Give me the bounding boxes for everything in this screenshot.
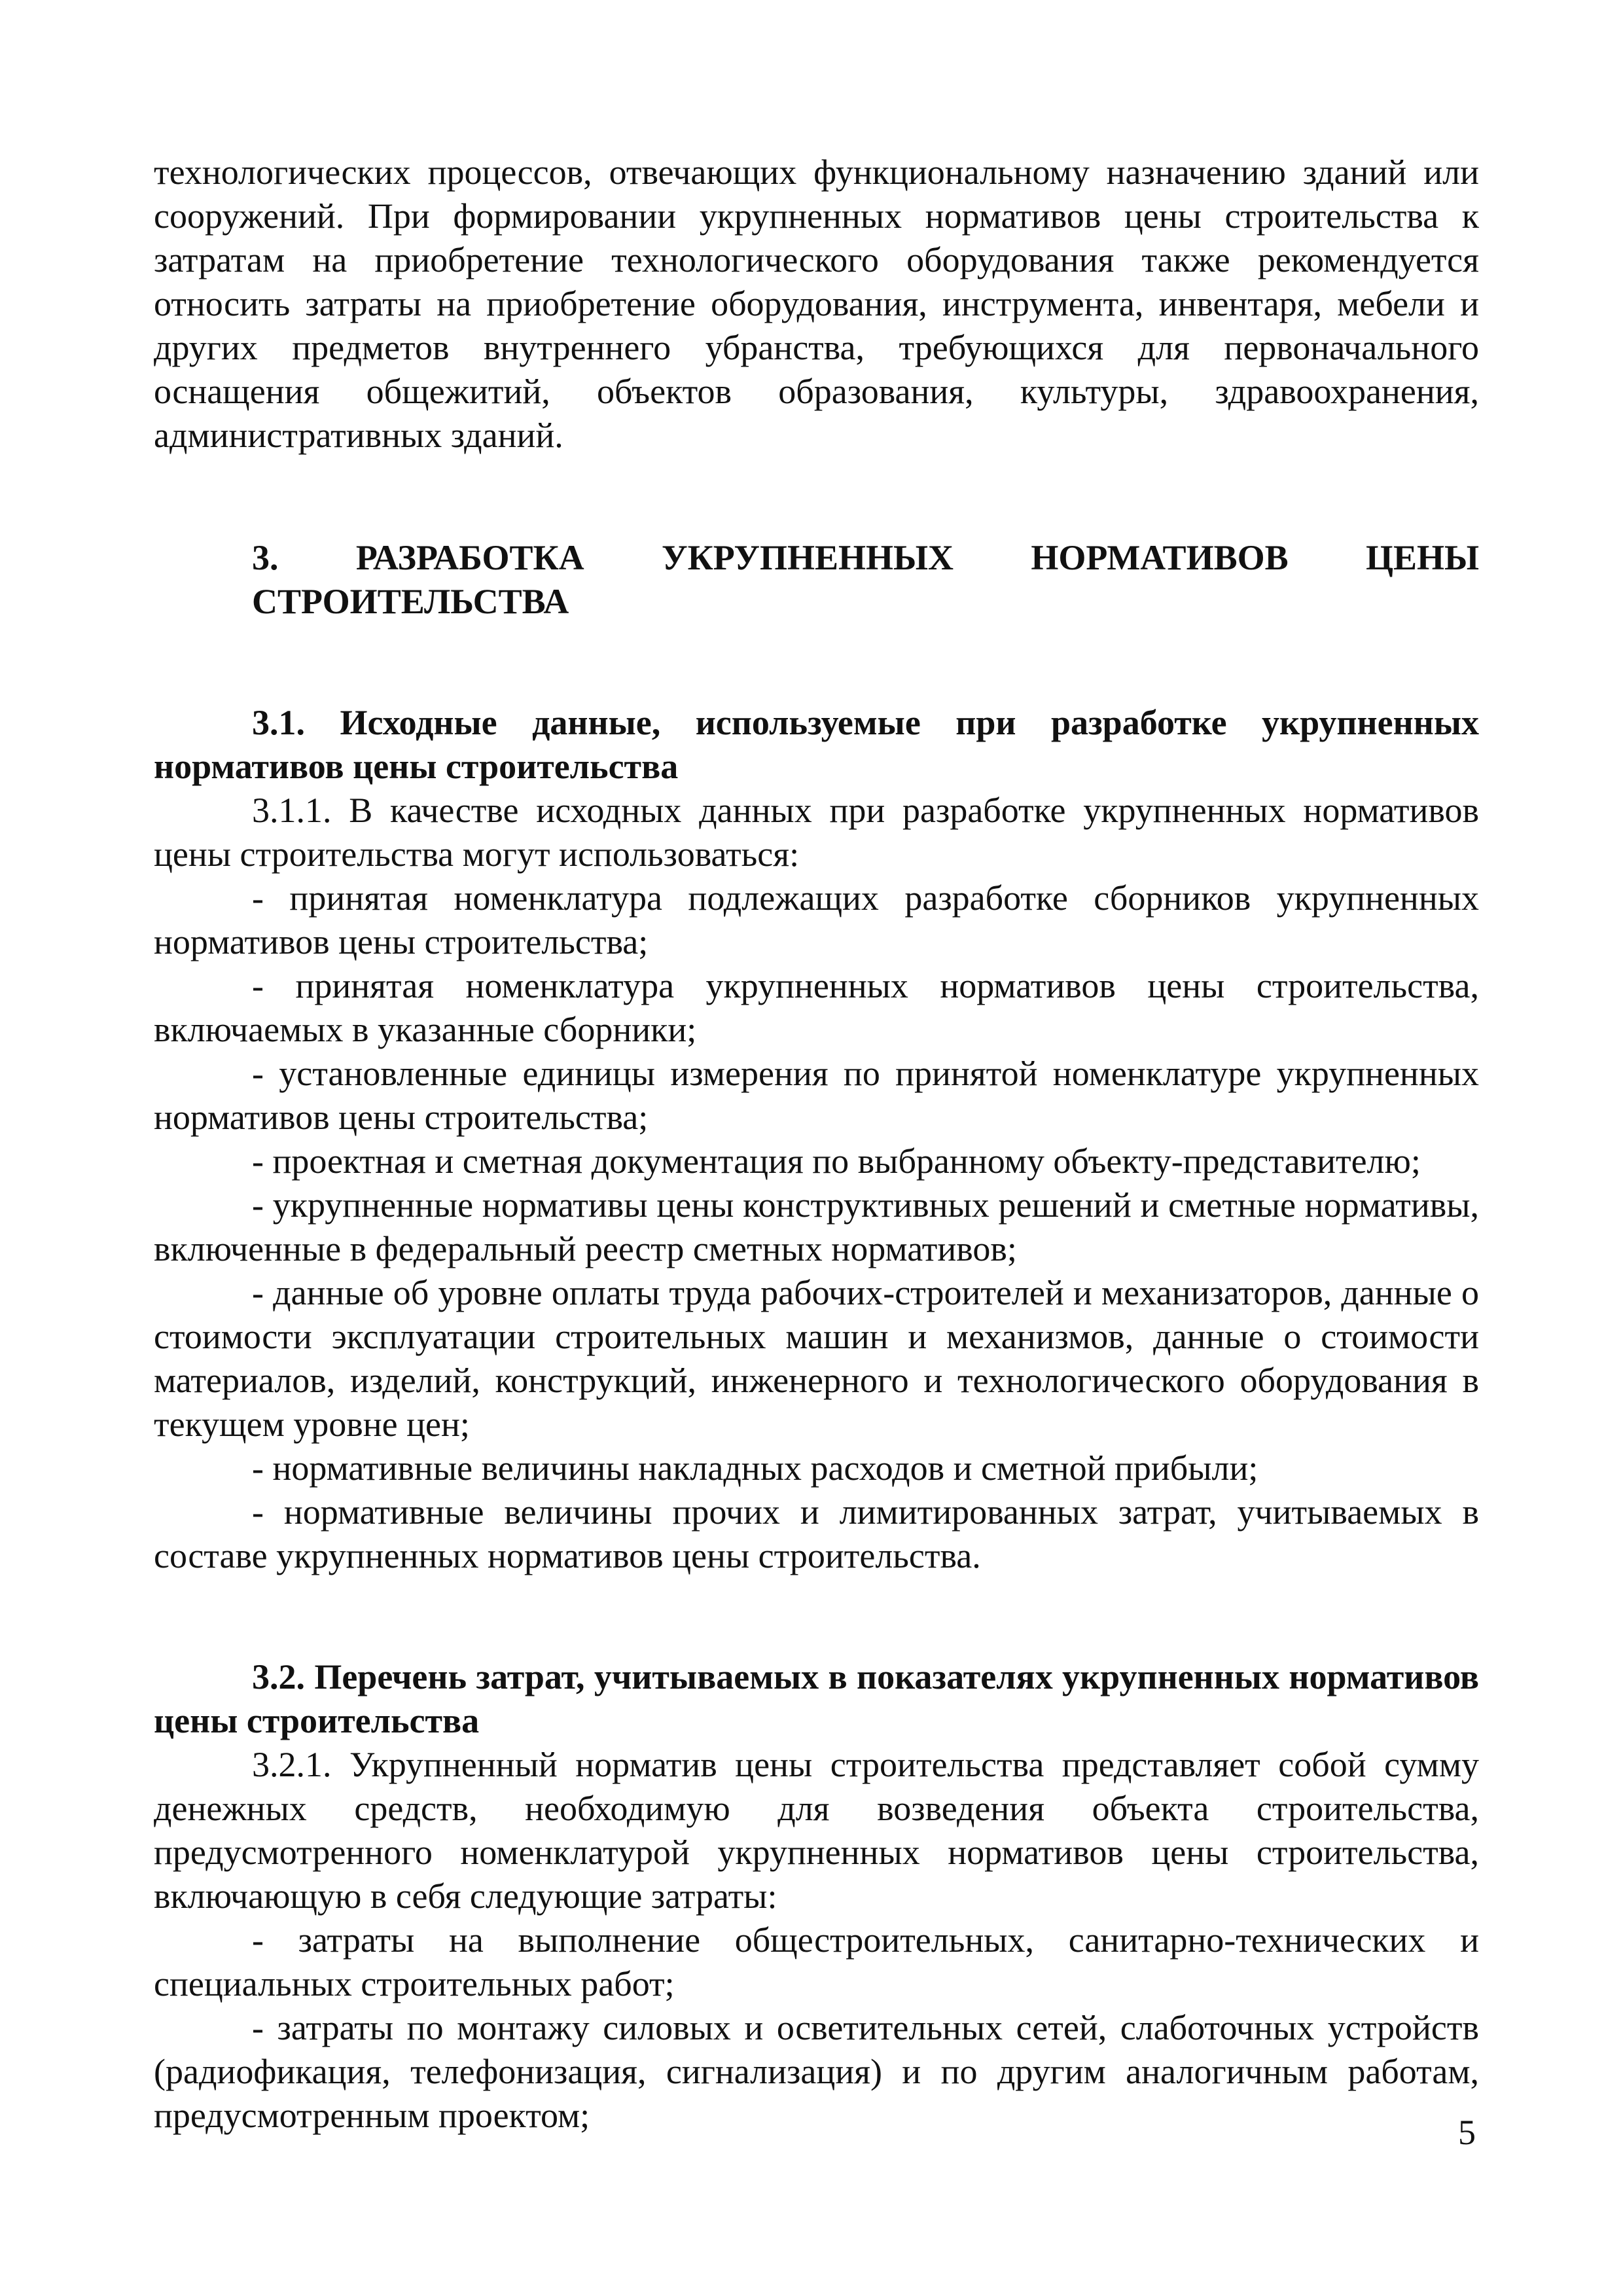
list-item: - нормативные величины накладных расходов и сметной прибыли; — [252, 1448, 1258, 1488]
section-3-heading: 3. РАЗРАБОТКА УКРУПНЕННЫХ НОРМАТИВОВ ЦЕНЫ СТРОИТЕЛЬСТВА — [252, 538, 1479, 621]
list-item: - принятая номенклатура укрупненных нормативов цены строительства, включаемых в указанные сборники; — [154, 966, 1479, 1049]
paragraph-3-1-1: 3.1.1. В качестве исходных данных при разработке укрупненных нормативов цены строительства могут использоваться: — [154, 791, 1479, 874]
paragraph-3-2-1: 3.2.1. Укрупненный норматив цены строительства представляет собой сумму денежных средств, необходимую для возведения объекта строительства, предусмотренного номенклатурой укрупненных нормативов цены строительства, включающую в себя следующие затраты: — [154, 1745, 1479, 1916]
list-item: - затраты на выполнение общестроительных, санитарно-технических и специальных строительных работ; — [154, 1920, 1479, 2003]
section-3-2-heading: 3.2. Перечень затрат, учитываемых в показателях укрупненных нормативов цены строительства — [154, 1657, 1479, 1740]
document-page — [154, 151, 1479, 2138]
page-number: 5 — [1458, 2113, 1476, 2152]
list-item: - затраты по монтажу силовых и осветительных сетей, слаботочных устройств (радиофикация, телефонизация, сигнализация) и по другим аналогичным работам, предусмотренным проектом; — [154, 2008, 1479, 2135]
list-item: - проектная и сметная документация по выбранному объекту-представителю; — [252, 1141, 1421, 1181]
list-item: - нормативные величины прочих и лимитированных затрат, учитываемых в составе укрупненных нормативов цены строительства. — [154, 1492, 1479, 1575]
list-item: - укрупненные нормативы цены конструктивных решений и сметные нормативы, включенные в федеральный реестр сметных нормативов; — [154, 1185, 1479, 1268]
section-3-1-heading: 3.1. Исходные данные, используемые при разработке укрупненных нормативов цены строительства — [154, 703, 1479, 786]
list-item: - принятая номенклатура подлежащих разработке сборников укрупненных нормативов цены строительства; — [154, 878, 1479, 961]
list-item: - данные об уровне оплаты труда рабочих-строителей и механизаторов, данные о стоимости эксплуатации строительных машин и механизмов, данные о стоимости материалов, изделий, конструкций, инженерного и технологического оборудования в текущем уровне цен; — [154, 1273, 1479, 1444]
intro-paragraph: технологических процессов, отвечающих функциональному назначению зданий или сооружений. При формировании укрупненных нормативов цены строительства к затратам на приобретение технологического оборудования также рекомендуется относить затраты на приобретение оборудования, инструмента, инвентаря, мебели и других предметов внутреннего убранства, требующихся для первоначального оснащения общежитий, объектов образования, культуры, здравоохранения, административных зданий. — [154, 152, 1479, 455]
list-item: - установленные единицы измерения по принятой номенклатуре укрупненных нормативов цены строительства; — [154, 1054, 1479, 1137]
